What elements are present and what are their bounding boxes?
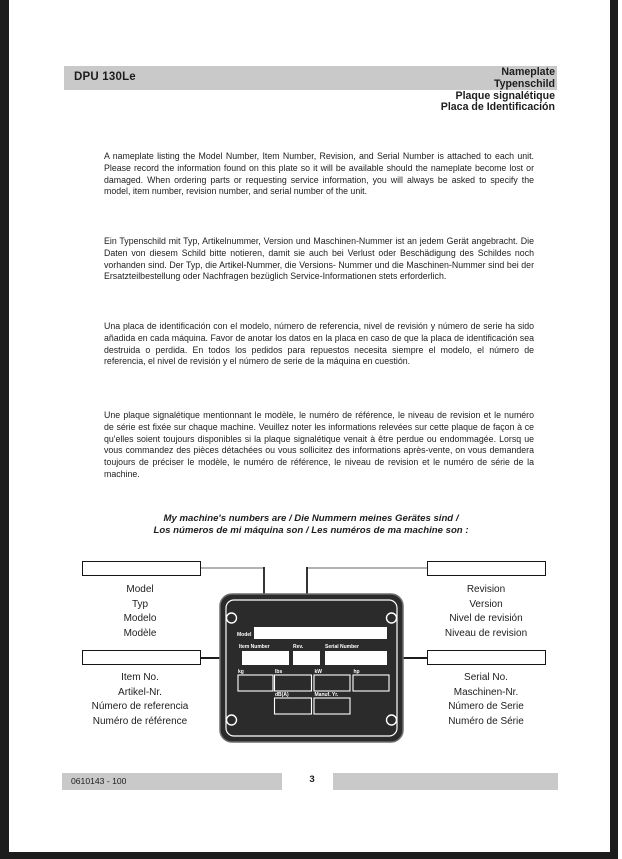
model-label-de: Typ <box>131 598 149 610</box>
footer-bar-right <box>333 773 558 790</box>
serial-number-label-stack <box>406 671 566 729</box>
paragraph-english: A nameplate listing the Model Number, Item Number, Revision, and Serial Number is attached to each unit. Please record the information found on this plate so it will be available should the nameplate become lost or damaged. When ordering parts or requesting service information, you will always be asked to specify the model, item number, revision number, and serial number of the unit. <box>104 151 534 197</box>
machine-numbers-heading-line1: My machine's numbers are / Die Nummern meines Gerätes sind / <box>163 513 459 524</box>
plate-item-number-label: Item Number <box>239 644 270 650</box>
revision-label-de: Version <box>469 598 503 610</box>
header-title-english: Nameplate <box>501 66 555 78</box>
paragraph-spanish: Una placa de identificación con el modelo, número de referencia, nivel de revisión y número de serie ha sido añadida en cada máquina. Favor de anotar los datos en la placa en caso de que la placa de identificación sea destruida o perdida. En todos los pedidos para repuestos necesita siempre el modelo, el número de referencia, el nivel de revisión y el número de serie de la máquina en cuestión. <box>104 321 534 367</box>
plate-manuf-yr-label: Manuf. Yr. <box>314 692 339 698</box>
header-title-french: Plaque signalétique <box>455 89 555 102</box>
machine-numbers-heading <box>64 513 558 536</box>
plate-item-number-field <box>242 651 289 665</box>
item-label-es: Número de referencia <box>91 701 189 713</box>
item-label-fr: Numéro de référence <box>92 715 188 727</box>
serial-label-fr: Numéro de Série <box>448 715 524 727</box>
revision-writein-box <box>427 561 546 576</box>
model-label-stack <box>60 583 220 641</box>
product-title: DPU 130Le <box>74 71 136 83</box>
revision-label-en: Revision <box>466 584 506 595</box>
plate-kg-label: kg <box>238 669 244 675</box>
serial-number-writein-box <box>427 650 546 665</box>
plate-dba-label: dB(A) <box>275 692 289 698</box>
item-number-label-stack <box>60 671 220 729</box>
item-label-en: Item No. <box>121 672 159 683</box>
paragraph-german: Ein Typenschild mit Typ, Artikelnummer, Version und Maschinen-Nummer ist an jedem Gerät angebracht. Die Daten von diesem Schild bitte notieren, damit sie auch bei Verlust oder Beschädigung des Schildes noch vorhanden sind. Der Typ, die Artikel-Nummer, die Versions- Nummer und die Maschinen-Nummer sind bei der Ersatzteilbestellung oder Nachfragen bezüglich Service-Informationen stets erforderlich. <box>104 236 534 282</box>
model-label-es: Modelo <box>123 613 157 625</box>
header-titles <box>441 67 555 114</box>
nameplate-plate <box>220 594 403 742</box>
model-label-en: Model <box>126 584 154 595</box>
serial-label-en: Serial No. <box>464 672 508 683</box>
serial-label-de: Maschinen-Nr. <box>453 686 519 698</box>
footer-doc-number: 0610143 - 100 <box>62 773 282 790</box>
plate-hp-label: hp <box>353 669 360 675</box>
plate-model-field <box>254 627 387 639</box>
header-title-german: Typenschild <box>493 77 555 90</box>
item-label-de: Artikel-Nr. <box>118 686 162 698</box>
plate-rev-field <box>293 651 320 665</box>
machine-numbers-heading-line2: Los números de mi máquina son / Les numéros de ma machine son : <box>153 524 469 536</box>
screw-hole <box>387 613 397 623</box>
plate-lbs-label: lbs <box>275 669 283 675</box>
plate-serial-number-field <box>325 651 387 665</box>
screw-hole <box>227 613 237 623</box>
revision-label-es: Nivel de revisión <box>449 613 523 625</box>
plate-model-label: Model <box>237 632 252 638</box>
plate-rev-label: Rev. <box>293 644 304 650</box>
paragraph-french: Une plaque signalétique mentionnant le modèle, le numéro de référence, le niveau de revision et le numéro de série est fixée sur chaque machine. Veuillez noter les informations relevées sur cette plaque de façon à ce qu'elles soient toujours disponibles si la plaque signalétique venait à être perdue ou endommagée. Lorsq ue vous commandez des pièces détachées ou vous sollicitez des informations après-vente, on vous demandera toujours de préciser le modèle, le numéro de référence, le niveau de revision et le numéro de série de la machine. <box>104 410 534 479</box>
header-title-spanish: Placa de Identificación <box>440 101 555 114</box>
revision-label-fr: Niveau de revision <box>444 627 528 639</box>
model-label-fr: Modèle <box>123 627 157 639</box>
serial-label-es: Número de Serie <box>448 701 524 713</box>
screw-hole <box>387 715 397 725</box>
item-number-writein-box <box>82 650 201 665</box>
model-writein-box <box>82 561 201 576</box>
plate-serial-number-label: Serial Number <box>325 644 359 650</box>
scan-border-bottom <box>0 852 618 859</box>
plate-kw-label: kW <box>314 669 322 675</box>
screw-hole <box>227 715 237 725</box>
page-number: 3 <box>309 774 315 785</box>
revision-label-stack <box>406 583 566 641</box>
